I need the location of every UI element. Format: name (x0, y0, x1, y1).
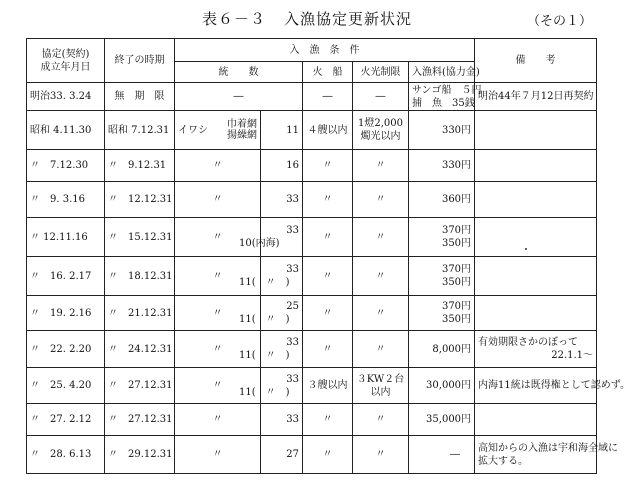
light-line: 〃 (375, 270, 386, 282)
cell-boats: 〃 (303, 218, 353, 257)
cell-start-date: 〃 27. 2.12 (27, 404, 105, 436)
cell-boats: ３艘以内 (303, 368, 353, 404)
fee-line: 350円 (441, 277, 472, 288)
cell-remarks (475, 83, 597, 111)
cell-fee (409, 218, 475, 257)
table-row (27, 436, 597, 474)
light-line: 以内 (370, 386, 391, 398)
remark-line: 有効期限さかのぼって (478, 337, 579, 348)
header-gear: 統 数 (175, 62, 303, 83)
table-row (27, 331, 597, 368)
cell-boats: 〃 (303, 182, 353, 218)
fee-line: 330円 (441, 160, 472, 171)
gear-count-line: 33 (286, 373, 299, 385)
cell-gear-count: 27 (261, 436, 303, 474)
cell-light (353, 218, 409, 257)
cell-remarks (475, 182, 597, 218)
cell-start-date: 昭和 4.11.30 (27, 111, 105, 150)
gear-method: 揚繰網 (227, 130, 257, 141)
cell-gear-type: 〃 (175, 404, 261, 436)
cell-light (353, 257, 409, 296)
cell-boats: ― (303, 83, 353, 111)
cell-remarks (475, 436, 619, 474)
cell-fee (409, 111, 475, 150)
cell-fee (409, 83, 482, 111)
table-caption: 入漁協定更新状況 (284, 10, 413, 28)
header-agreement-date: 協定(契約) 成立年月日 (27, 39, 105, 83)
light-line: 〃 (375, 449, 386, 460)
light-line: 〃 (375, 160, 386, 171)
cell-remarks (475, 218, 597, 257)
cell-remarks (475, 296, 597, 331)
cell-light (353, 404, 409, 436)
cell-light (353, 368, 409, 404)
cell-boats: ４艘以内 (303, 111, 353, 150)
gear-count-line: 11( 〃 ) (239, 350, 290, 361)
light-line: 燭光以内 (360, 131, 401, 142)
cell-light (353, 182, 409, 218)
cell-light (353, 111, 409, 150)
remark-line: 拡大する。 (478, 455, 529, 467)
cell-start-date: 〃 28. 6.13 (27, 436, 105, 474)
header-end-time: 終了の時期 (105, 39, 175, 83)
cell-gear-type: 〃 (175, 368, 261, 404)
cell-end-date: 〃 18.12.31 (105, 257, 175, 296)
part-indicator: （その１） (526, 14, 592, 29)
header-remarks: 備 考 (475, 39, 597, 83)
cell-end-date: 〃 15.12.31 (105, 218, 175, 257)
cell-end-date: 〃 24.12.31 (105, 331, 175, 368)
fee-line: 330円 (441, 124, 472, 136)
table-row (27, 111, 597, 150)
cell-light (353, 150, 409, 182)
cell-boats: 〃 (303, 331, 353, 368)
gear-count-line: 11( 〃 ) (239, 314, 290, 325)
cell-gear-type: 〃 (175, 436, 261, 474)
cell-gear: ― (175, 83, 303, 111)
remark-line: 内海11統は既得権として認めず。 (478, 380, 630, 391)
cell-gear-type: 〃 (175, 182, 261, 218)
cell-gear-count (239, 218, 303, 257)
fee-line: 350円 (441, 314, 472, 325)
cell-start-date: 〃 22. 2.20 (27, 331, 105, 368)
cell-fee (409, 331, 475, 368)
cell-fee (409, 150, 475, 182)
fee-line: サンゴ船 ５円 (412, 84, 482, 96)
cell-start-date: 〃 25. 4.20 (27, 368, 105, 404)
cell-boats: 〃 (303, 436, 353, 474)
cell-gear-type: 〃 (175, 218, 261, 257)
cell-light (353, 436, 409, 474)
gear-count-line: 33 (286, 225, 299, 236)
table-row (27, 182, 597, 218)
cell-light (353, 296, 409, 331)
fee-line: 8,000円 (432, 343, 472, 355)
cell-start-date: 〃 9. 3.16 (27, 182, 105, 218)
cell-gear-count: 33 (261, 182, 303, 218)
cell-gear-type: 〃 (175, 150, 261, 182)
light-line: 〃 (375, 194, 386, 205)
cell-remarks (475, 404, 597, 436)
cell-end-date: 〃 29.12.31 (105, 436, 175, 474)
fee-line: 360円 (441, 194, 472, 205)
cell-end-date: 〃 21.12.31 (105, 296, 175, 331)
gear-count-line: 11( 〃 ) (239, 277, 290, 288)
cell-end-date: 〃 12.12.31 (105, 182, 175, 218)
cell-end-date: 〃 9.12.31 (105, 150, 175, 182)
fee-line: 350円 (441, 238, 472, 249)
table-row (27, 150, 597, 182)
light-line: ３KW２台 (356, 373, 405, 385)
cell-gear-count (239, 257, 303, 296)
fee-line: 捕 魚 35銭 (412, 97, 475, 109)
cell-gear-type (175, 111, 261, 150)
cell-gear-count (239, 296, 303, 331)
cell-remarks (475, 257, 597, 296)
table-title (0, 8, 614, 29)
fee-line: 370円 (441, 225, 472, 236)
fee-line: 35,000円 (426, 414, 472, 425)
cell-gear-count: 16 (261, 150, 303, 182)
table-row (27, 257, 597, 296)
cell-boats: 〃 (303, 296, 353, 331)
cell-boats: 〃 (303, 257, 353, 296)
table-row (27, 404, 597, 436)
table-number: 表６－３ (201, 10, 266, 28)
remark-line: 22.1.1～ (551, 350, 594, 361)
cell-fee (409, 404, 475, 436)
light-line: ― (375, 91, 386, 102)
cell-remarks (475, 111, 597, 150)
cell-remarks (475, 150, 597, 182)
table-row (27, 368, 597, 404)
header-light: 火光制限 (353, 62, 409, 83)
cell-fee (409, 257, 475, 296)
cell-gear-type: 〃 (175, 296, 261, 331)
header-fee: 入漁料(協力金) (409, 62, 475, 83)
remark-line: 明治44年７月12日再契約 (478, 91, 594, 102)
cell-start-date: 明治33. 3.24 (27, 83, 105, 111)
cell-gear-count: 11 (261, 111, 303, 150)
cell-gear-count (239, 331, 303, 368)
cell-start-date: 〃 7.12.30 (27, 150, 105, 182)
table-row (27, 218, 597, 257)
cell-end-date: 〃 27.12.31 (105, 404, 175, 436)
fee-line: 370円 (441, 301, 472, 312)
light-line: 〃 (375, 414, 386, 425)
light-line: 〃 (375, 343, 386, 355)
light-line: 〃 (375, 307, 386, 319)
cell-fee (409, 182, 475, 218)
stray-dot (525, 248, 527, 250)
cell-gear-type: 〃 (175, 257, 261, 296)
gear-count-line: 10(内海) (239, 238, 280, 249)
cell-fee (409, 296, 475, 331)
cell-boats: 〃 (303, 150, 353, 182)
agreement-table (26, 38, 630, 474)
fee-line: 370円 (441, 264, 472, 275)
cell-fee (409, 368, 475, 404)
gear-type-label (178, 119, 257, 141)
fee-line: 30,000円 (426, 380, 472, 391)
gear-count-line: 33 (286, 264, 299, 275)
light-line: 1燈2,000 (358, 118, 403, 129)
cell-start-date: 〃 16. 2.17 (27, 257, 105, 296)
gear-count-line: 11( 〃 ) (239, 386, 290, 398)
cell-fee (409, 436, 475, 474)
cell-light (353, 83, 409, 111)
light-line: 〃 (375, 231, 386, 243)
header-boats: 火 船 (303, 62, 353, 83)
gear-count-line: 25 (286, 301, 299, 312)
cell-light (353, 331, 409, 368)
gear-count-line: 33 (286, 337, 299, 348)
cell-start-date: 〃 12.11.16 (27, 218, 105, 257)
cell-gear-count: 33 (261, 404, 303, 436)
fee-line: ― (450, 449, 461, 460)
gear-species: イワシ (178, 124, 208, 136)
cell-end-date: 〃 27.12.31 (105, 368, 175, 404)
cell-gear-count (239, 368, 303, 404)
gear-method: 巾着網 (227, 119, 257, 130)
table-row (27, 83, 597, 111)
remark-line: 高知からの入漁は宇和海全域に (478, 442, 619, 454)
cell-end-date: 無 期 限 (105, 83, 175, 111)
cell-remarks (475, 368, 630, 404)
table-row (27, 296, 597, 331)
gear-method-stack (227, 119, 257, 141)
cell-gear-type: 〃 (175, 331, 261, 368)
cell-end-date: 昭和 7.12.31 (105, 111, 175, 150)
cell-start-date: 〃 19. 2.16 (27, 296, 105, 331)
header-conditions: 入 漁 条 件 (175, 39, 475, 62)
cell-boats: 〃 (303, 404, 353, 436)
cell-remarks (475, 331, 597, 368)
